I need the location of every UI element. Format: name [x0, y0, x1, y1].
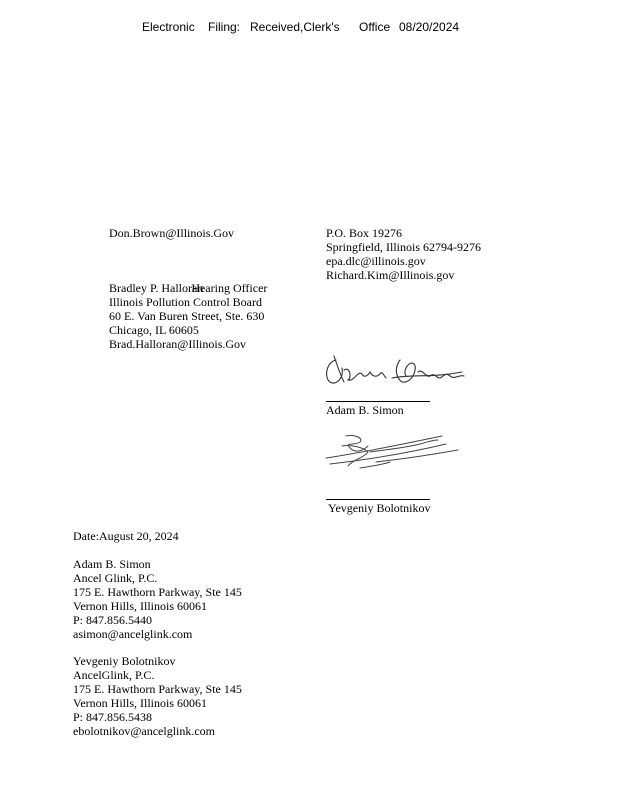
contact-block-adam-simon — [73, 557, 242, 641]
signature-line-2 — [326, 499, 430, 500]
contact1-phone: P: 847.856.5440 — [73, 613, 153, 627]
contact1-name: Adam B. Simon — [73, 557, 151, 571]
hearing-officer-org: Illinois Pollution Control Board — [109, 295, 263, 309]
signature-name-yevgeniy-bolotnikov: Yevgeniy Bolotnikov — [328, 501, 431, 515]
stamp-electronic: Electronic — [142, 20, 195, 34]
signature-yevgeniy-bolotnikov — [324, 430, 464, 476]
signature-line-1 — [326, 401, 430, 402]
hearing-officer-name-line — [109, 281, 267, 295]
epa-pobox: P.O. Box 19276 — [326, 226, 403, 240]
contact2-street: 175 E. Hawthorn Parkway, Ste 145 — [73, 682, 242, 696]
contact2-firm: AncelGlink, P.C. — [73, 668, 155, 682]
contact-block-yevgeniy-bolotnikov — [73, 654, 242, 738]
contact2-email: ebolotnikov@ancelglink.com — [73, 724, 216, 738]
signature-adam-simon — [322, 348, 470, 392]
hearing-officer-block — [109, 281, 267, 351]
stamp-filing: Filing: — [208, 20, 241, 34]
stamp-office: Office — [359, 20, 391, 34]
epa-email: epa.dlc@illinois.gov — [326, 254, 426, 268]
hearing-officer-role: Hearing Officer — [191, 281, 268, 295]
epa-city: Springfield, Illinois 62794-9276 — [326, 240, 481, 254]
epa-email-richard-kim: Richard.Kim@Illinois.gov — [326, 268, 455, 282]
hearing-officer-name: Bradley P. Halloran — [109, 281, 204, 295]
service-email-don-brown: Don.Brown@Illinois.Gov — [109, 226, 235, 240]
filing-stamp-header — [0, 20, 618, 38]
contact2-name: Yevgeniy Bolotnikov — [73, 654, 176, 668]
contact1-firm: Ancel Glink, P.C. — [73, 571, 158, 585]
hearing-officer-city: Chicago, IL 60605 — [109, 323, 199, 337]
stamp-date: 08/20/2024 — [399, 20, 460, 34]
signature-name-adam-simon: Adam B. Simon — [326, 403, 404, 417]
epa-address-block — [326, 226, 481, 282]
contact2-city: Vernon Hills, Illinois 60061 — [73, 696, 207, 710]
contact1-city: Vernon Hills, Illinois 60061 — [73, 599, 207, 613]
contact1-street: 175 E. Hawthorn Parkway, Ste 145 — [73, 585, 242, 599]
date-line: Date:August 20, 2024 — [73, 529, 179, 543]
hearing-officer-street: 60 E. Van Buren Street, Ste. 630 — [109, 309, 265, 323]
contact2-phone: P: 847.856.5438 — [73, 710, 153, 724]
stamp-received: Received,Clerk's — [250, 20, 340, 34]
contact1-email: asimon@ancelglink.com — [73, 627, 193, 641]
hearing-officer-email: Brad.Halloran@Illinois.Gov — [109, 337, 247, 351]
